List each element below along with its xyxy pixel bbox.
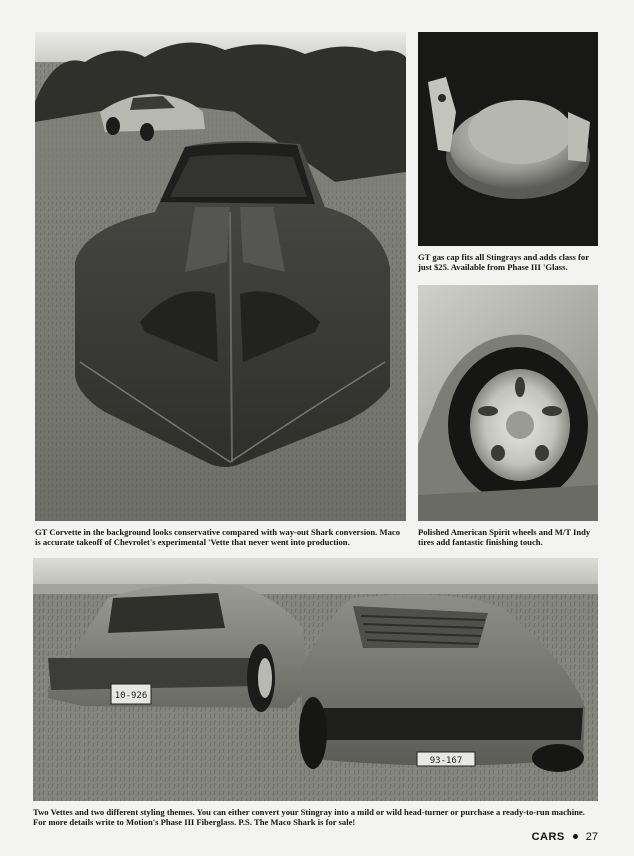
caption-wheel-text: Polished American Spirit wheels and M/T Indy tires add fantastic finishing touch. (418, 527, 591, 547)
page-footer (532, 831, 598, 843)
plate-right-text: 93-167 (429, 756, 463, 766)
photo-shark-front (35, 32, 406, 521)
gas-cap-image (418, 32, 598, 246)
bullet-separator (573, 834, 578, 839)
page-number: 27 (585, 831, 598, 843)
photo-wheel (418, 285, 598, 521)
caption-wheel (418, 527, 600, 547)
wheel-image (418, 285, 598, 521)
caption-rear-photo-text: Two Vettes and two different styling themes. You can either convert your Stingray into a mild or wild head-turner or purchase a ready-to-run machine. For more details write to Motion's Phase III Fiberglass. P.S. The Maco Shark is for sale! (33, 807, 585, 827)
caption-rear-photo (33, 807, 599, 827)
caption-main-photo-text: GT Corvette in the background looks conservative compared with way-out Shark conversion. Maco is accurate takeoff of Chevrolet's experimental 'Vette that never went into production. (35, 527, 400, 547)
caption-gas-cap (418, 252, 600, 272)
shark-front-image (35, 32, 406, 521)
caption-gas-cap-text: GT gas cap fits all Stingrays and adds class for just $25. Available from Phase III 'Glass. (418, 252, 589, 272)
magazine-name: CARS (531, 831, 565, 843)
caption-main-photo (35, 527, 407, 547)
plate-left-text: 10-926 (114, 691, 148, 701)
photo-rear-view (33, 558, 598, 801)
rear-view-image (33, 558, 598, 801)
photo-gas-cap (418, 32, 598, 246)
